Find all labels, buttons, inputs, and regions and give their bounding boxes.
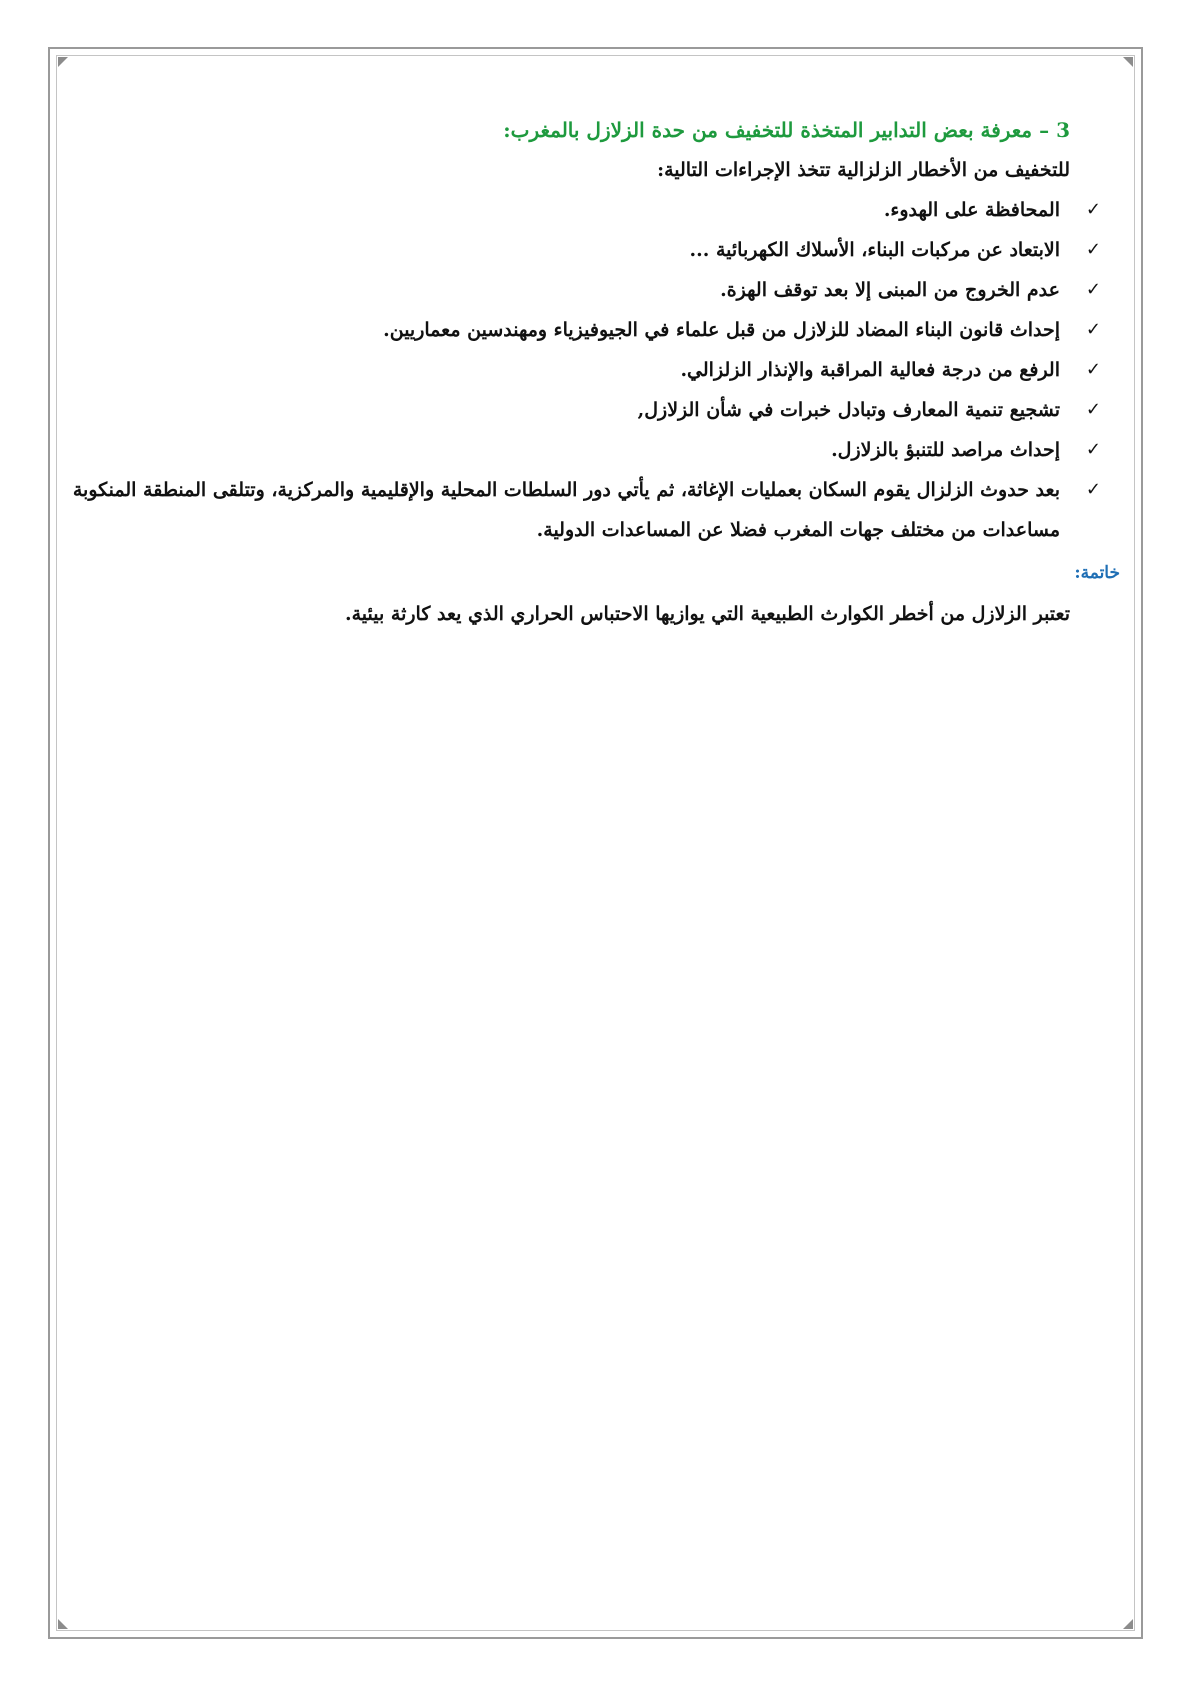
- checkmark-icon: ✓: [1085, 439, 1101, 460]
- checkmark-icon: ✓: [1085, 479, 1101, 500]
- checklist-item: [70, 230, 1120, 270]
- checklist-item-text: عدم الخروج من المبنى إلا بعد توقف الهزة.: [720, 279, 1060, 301]
- checkmark-icon: ✓: [1085, 239, 1101, 260]
- checklist-item-text: إحداث مراصد للتنبؤ بالزلازل.: [831, 439, 1060, 461]
- corner-ornament-bottom-right: [1123, 1619, 1133, 1629]
- checklist-item-text: بعد حدوث الزلزال يقوم السكان بعمليات الإغاثة، ثم يأتي دور السلطات المحلية والإقليمية والمركزية، وتتلقى المنطقة المنكوبة مساعدات من مختلف جهات المغرب فضلا عن المساعدات الدولية.: [72, 479, 1060, 541]
- document-body: [70, 110, 1120, 634]
- checklist-item-text: الابتعاد عن مركبات البناء، الأسلاك الكهربائية ...: [689, 239, 1060, 261]
- corner-ornament-bottom-left: [58, 1619, 68, 1629]
- checklist-item: [70, 270, 1120, 310]
- checkmark-icon: ✓: [1085, 199, 1101, 220]
- section-heading: 3 – معرفة بعض التدابير المتخذة للتخفيف من حدة الزلازل بالمغرب:: [503, 118, 1070, 142]
- checkmark-icon: ✓: [1085, 399, 1101, 420]
- checklist-item: [70, 430, 1120, 470]
- corner-ornament-top-left: [58, 57, 68, 67]
- checklist-item-text: تشجيع تنمية المعارف وتبادل خبرات في شأن الزلازل,: [637, 399, 1060, 421]
- checkmark-icon: ✓: [1085, 279, 1101, 300]
- corner-ornament-top-right: [1123, 57, 1133, 67]
- section-intro: للتخفيف من الأخطار الزلزالية تتخذ الإجراءات التالية:: [657, 159, 1070, 181]
- checklist-item-text: إحداث قانون البناء المضاد للزلازل من قبل علماء في الجيوفيزياء ومهندسين معماريين.: [383, 319, 1060, 341]
- checklist-item-text: الرفع من درجة فعالية المراقبة والإنذار الزلزالي.: [680, 359, 1060, 381]
- checklist-item: [70, 190, 1120, 230]
- checklist-item-text: المحافظة على الهدوء.: [883, 199, 1060, 221]
- checklist-item: [70, 470, 1120, 550]
- checklist-item: [70, 390, 1120, 430]
- measures-checklist: [70, 190, 1120, 550]
- checklist-item: [70, 350, 1120, 390]
- checkmark-icon: ✓: [1085, 359, 1101, 380]
- conclusion-heading: خاتمة:: [1074, 563, 1120, 583]
- checkmark-icon: ✓: [1085, 319, 1101, 340]
- checklist-item: [70, 310, 1120, 350]
- conclusion-text: تعتبر الزلازل من أخطر الكوارث الطبيعية التي يوازيها الاحتباس الحراري الذي يعد كارثة بيئية.: [344, 603, 1070, 625]
